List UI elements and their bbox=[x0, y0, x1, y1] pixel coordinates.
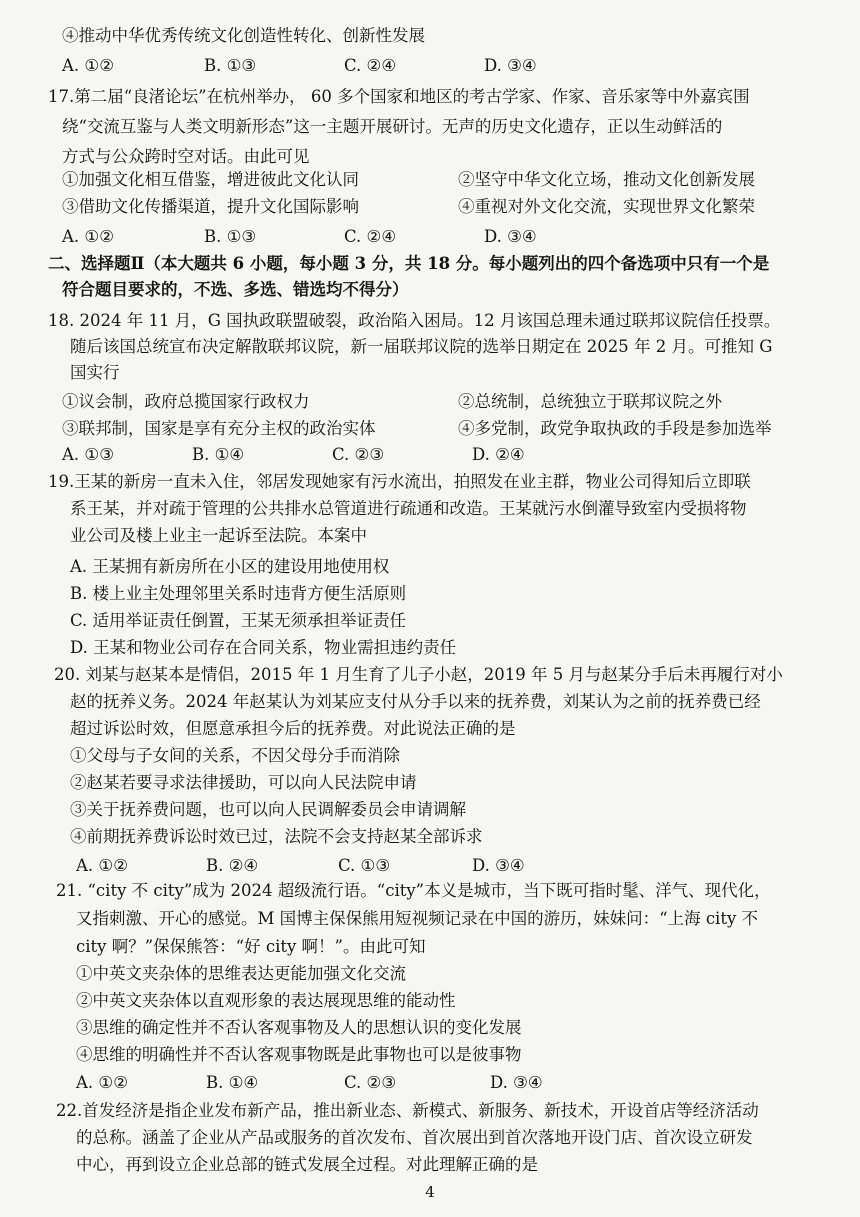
q17-options bbox=[62, 226, 822, 248]
q21-item-2: ②中英文夹杂体以直观形象的表达展现思维的能动性 bbox=[76, 991, 456, 1010]
q18-item-1: ①议会制，政府总揽国家行政权力 bbox=[62, 392, 310, 411]
q19-option-d: D. 王某和物业公司存在合同关系，物业需担违约责任 bbox=[70, 638, 457, 657]
q21-option-d: D. ③④ bbox=[490, 1073, 543, 1092]
q21-item-3: ③思维的确定性并不否认客观事物及人的思想认识的变化发展 bbox=[76, 1018, 522, 1037]
q17-option-c: C. ②④ bbox=[344, 227, 397, 246]
q20-item-4: ④前期抚养费诉讼时效已过，法院不会支持赵某全部诉求 bbox=[70, 827, 483, 846]
q18-option-d: D. ②④ bbox=[472, 445, 525, 464]
q16-option-a: A. ①② bbox=[62, 56, 114, 75]
section-2-heading-line-2: 符合题目要求的，不选、多选、错选均不得分） bbox=[62, 280, 409, 299]
q19-stem-line-1: 19.王某的新房一直未入住，邻居发现她家有污水流出，拍照发在业主群，物业公司得知后立即联 bbox=[48, 472, 751, 491]
q17-stem-line-1: 17.第二届“良渚论坛”在杭州举办， 60 多个国家和地区的考古学家、作家、音乐家等中外嘉宾围 bbox=[48, 87, 750, 106]
q20-options bbox=[76, 855, 816, 877]
q22-stem-line-3: 中心，再到设立企业总部的链式发展全过程。对此理解正确的是 bbox=[76, 1155, 538, 1174]
q20-option-b: B. ②④ bbox=[206, 856, 259, 875]
q18-item-4: ④多党制，政党争取执政的手段是参加选举 bbox=[458, 419, 772, 438]
q20-stem-line-3: 超过诉讼时效，但愿意承担今后的抚养费。对此说法正确的是 bbox=[70, 719, 516, 738]
q21-option-c: C. ②③ bbox=[344, 1073, 397, 1092]
q19-stem-line-2: 系王某，并对疏于管理的公共排水总管道进行疏通和改造。王某就污水倒灌导致室内受损将物 bbox=[70, 499, 747, 518]
q17-item-3: ③借助文化传播渠道，提升文化国际影响 bbox=[62, 197, 359, 216]
q18-option-a: A. ①③ bbox=[62, 445, 114, 464]
q19-option-c: C. 适用举证责任倒置，王某无须承担举证责任 bbox=[70, 611, 407, 630]
q17-item-1: ①加强文化相互借鉴，增进彼此文化认同 bbox=[62, 170, 359, 189]
q21-item-1: ①中英文夹杂体的思维表达更能加强文化交流 bbox=[76, 964, 406, 983]
q21-stem-line-1: 21. “city 不 city”成为 2024 超级流行语。“city”本义是城市，当下既可指时髦、洋气、现代化， bbox=[56, 881, 771, 900]
q17-item-4: ④重视对外文化交流，实现世界文化繁荣 bbox=[458, 197, 755, 216]
q20-item-2: ②赵某若要寻求法律援助，可以向人民法院申请 bbox=[70, 773, 417, 792]
q16-option-c: C. ②④ bbox=[344, 56, 397, 75]
q20-option-c: C. ①③ bbox=[338, 856, 391, 875]
q19-option-b: B. 楼上业主处理邻里关系时违背方便生活原则 bbox=[70, 584, 407, 603]
q16-item-4: ④推动中华优秀传统文化创造性转化、创新性发展 bbox=[62, 26, 425, 45]
q20-item-3: ③关于抚养费问题，也可以向人民调解委员会申请调解 bbox=[70, 800, 466, 819]
q16-option-d: D. ③④ bbox=[484, 56, 537, 75]
q18-option-c: C. ②③ bbox=[332, 445, 385, 464]
q18-options bbox=[62, 444, 822, 466]
q19-stem-line-3: 业公司及楼上业主一起诉至法院。本案中 bbox=[70, 526, 367, 545]
q17-item-2: ②坚守中华文化立场，推动文化创新发展 bbox=[458, 170, 755, 189]
page-number: 4 bbox=[425, 1183, 435, 1201]
q17-option-a: A. ①② bbox=[62, 227, 114, 246]
q20-item-1: ①父母与子女间的关系，不因父母分手而消除 bbox=[70, 746, 400, 765]
q20-stem-line-2: 赵的抚养义务。2024 年赵某认为刘某应支付从分手以来的抚养费，刘某认为之前的抚养费已经 bbox=[70, 692, 761, 711]
q17-option-b: B. ①③ bbox=[204, 227, 257, 246]
q21-stem-line-3: city 啊？”保保熊答：“好 city 啊！”。由此可知 bbox=[76, 937, 426, 956]
q18-stem-line-1: 18. 2024 年 11 月，G 国执政联盟破裂，政治陷入困局。12 月该国总理未通过联邦议院信任投票。 bbox=[48, 311, 781, 330]
q22-stem-line-1: 22.首发经济是指企业发布新产品，推出新业态、新模式、新服务、新技术，开设首店等经济活动 bbox=[56, 1101, 759, 1120]
q17-stem-line-3: 方式与公众跨时空对话。由此可见 bbox=[62, 147, 310, 166]
q17-option-d: D. ③④ bbox=[484, 227, 537, 246]
q20-stem-line-1: 20. 刘某与赵某本是情侣，2015 年 1 月生育了儿子小赵，2019 年 5 月与赵某分手后未再履行对小 bbox=[54, 665, 783, 684]
q21-stem-line-2: 又指刺激、开心的感觉。M 国博主保保熊用短视频记录在中国的游历，妹妹问：“上海 city 不 bbox=[76, 909, 759, 928]
q22-stem-line-2: 的总称。涵盖了企业从产品或服务的首次发布、首次展出到首次落地开设门店、首次设立研发 bbox=[76, 1128, 753, 1147]
q16-options bbox=[62, 55, 822, 77]
q18-stem-line-2: 随后该国总统宣布决定解散联邦议院，新一届联邦议院的选举日期定在 2025 年 2 月。可推知 G bbox=[70, 337, 773, 356]
q21-options bbox=[76, 1072, 816, 1094]
q18-item-3: ③联邦制，国家是享有充分主权的政治实体 bbox=[62, 419, 376, 438]
q18-stem-line-3: 国实行 bbox=[70, 363, 120, 382]
section-2-heading-line-1: 二、选择题Ⅱ（本大题共 6 小题，每小题 3 分，共 18 分。每小题列出的四个备选项中只有一个是 bbox=[48, 254, 770, 273]
q19-option-a: A. 王某拥有新房所在小区的建设用地使用权 bbox=[70, 557, 390, 576]
q21-option-b: B. ①④ bbox=[206, 1073, 259, 1092]
q20-option-d: D. ③④ bbox=[472, 856, 525, 875]
q18-option-b: B. ①④ bbox=[192, 445, 245, 464]
q18-item-2: ②总统制，总统独立于联邦议院之外 bbox=[458, 392, 722, 411]
q21-option-a: A. ①② bbox=[76, 1073, 128, 1092]
q17-stem-line-2: 绕“交流互鉴与人类文明新形态”这一主题开展研讨。无声的历史文化遗存，正以生动鲜活的 bbox=[62, 117, 723, 136]
q20-option-a: A. ①② bbox=[76, 856, 128, 875]
q21-item-4: ④思维的明确性并不否认客观事物既是此事物也可以是彼事物 bbox=[76, 1045, 522, 1064]
q16-option-b: B. ①③ bbox=[204, 56, 257, 75]
